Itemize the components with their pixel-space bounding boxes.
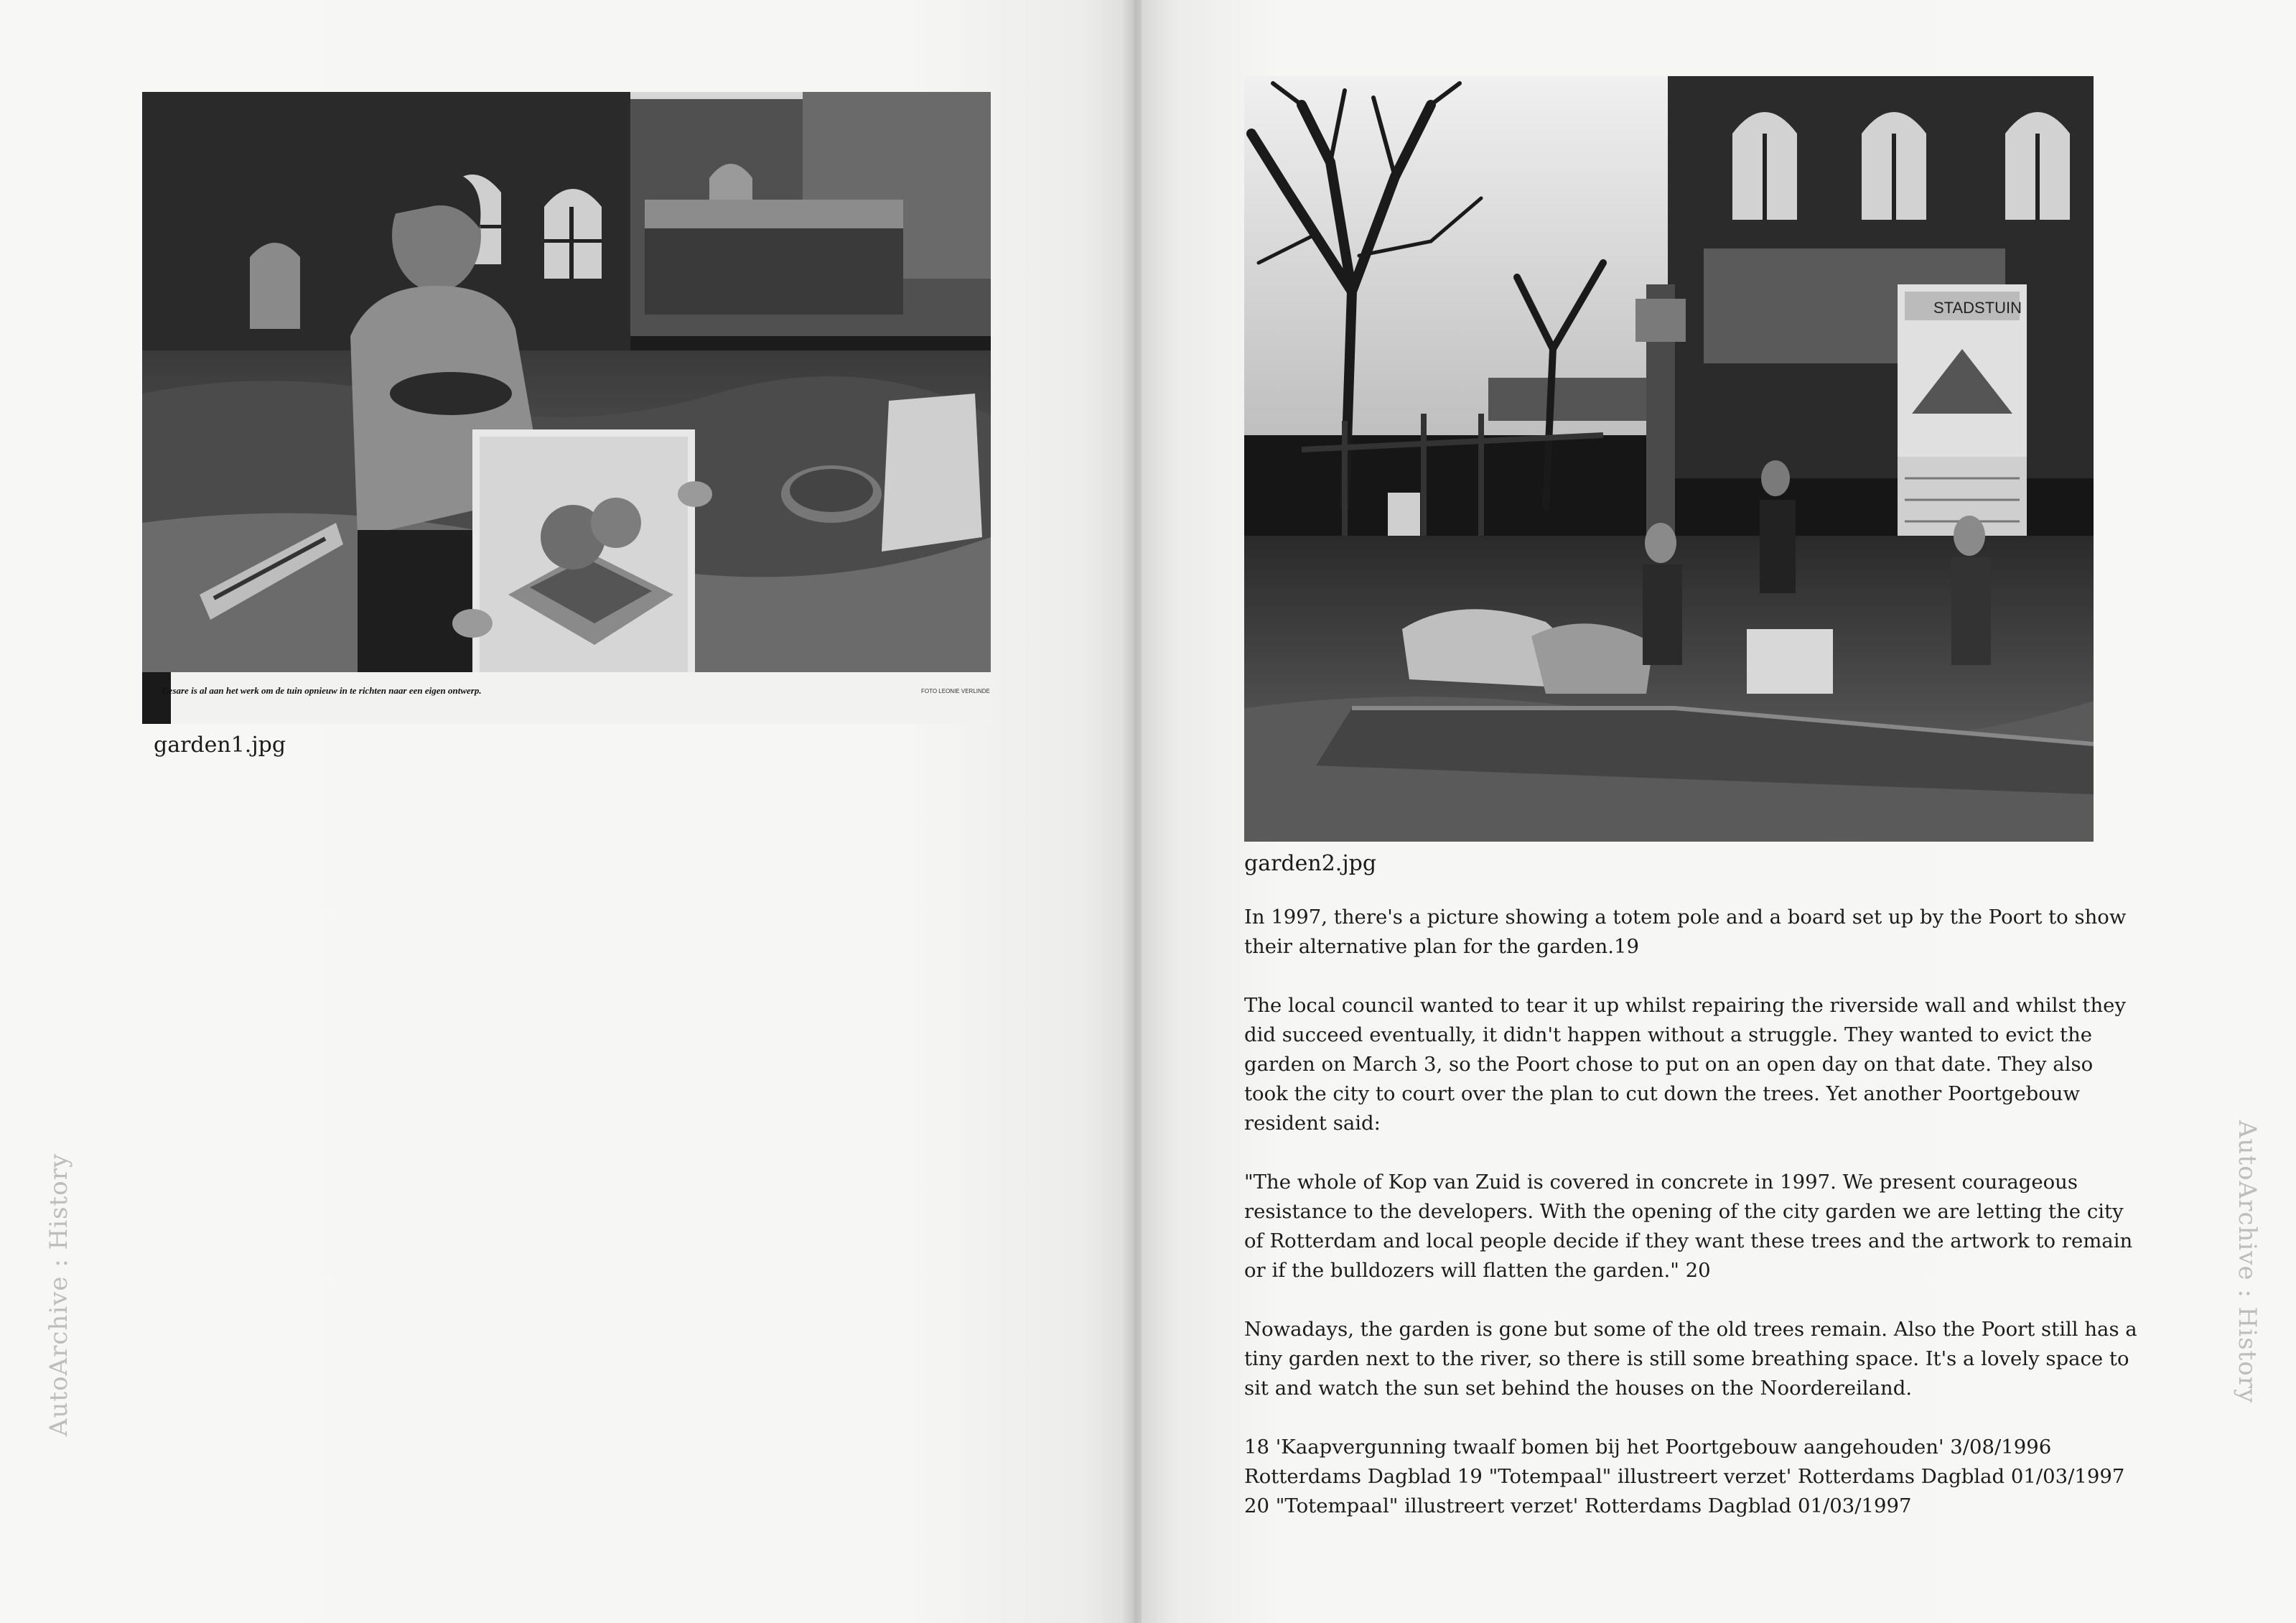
garden1-illustration: [142, 92, 991, 724]
paragraph-1: In 1997, there's a picture showing a totem pole and a board set up by the Poort to show their alternative plan for the garden.19: [1244, 906, 2127, 958]
garden1-filename: garden1.jpg: [154, 733, 286, 758]
paragraph-3: "The whole of Kop van Zuid is covered in concrete in 1997. We present courageous resistance to the developers. With the opening of the city garden we are letting the city of Rotterdam and local people decide if they want these trees and the artwork to remain or if the bulldozers will flatten the garden." 20: [1244, 1171, 2133, 1282]
left-side-label: AutoArchive : History: [45, 1153, 73, 1436]
garden1-photo: [142, 92, 991, 724]
left-page: [0, 0, 1131, 1623]
garden1-newspaper-caption: Cesare is al aan het werk om de tuin opnieuw in te richten naar een eigen ontwerp.: [162, 685, 482, 696]
garden1-photo-credit: FOTO LEONIE VERLINDE: [921, 688, 990, 694]
paragraph-2: The local council wanted to tear it up whilst repairing the riverside wall and whilst they did succeed eventually, it didn't happen without a struggle. They wanted to evict the garden on March 3, so the Poort chose to put on an open day on that date. They also took the city to court over the plan to cut down the trees. Yet another Poortgebouw resident said:: [1244, 994, 2126, 1135]
article-body: [1244, 903, 2142, 1521]
footnotes: 18 'Kaapvergunning twaalf bomen bij het Poortgebouw aangehouden' 3/08/1996 Rotterdams Dagblad 19 "Totempaal" illustreert verzet' Rotterdams Dagblad 01/03/1997 20 "Totempaal" illustreert verzet' Rotterdams Dagblad 01/03/1997: [1244, 1436, 2125, 1517]
garden2-illustration: [1244, 76, 2094, 842]
garden2-photo: [1244, 76, 2094, 842]
right-side-label: AutoArchive : History: [2233, 1120, 2262, 1404]
garden2-filename: garden2.jpg: [1244, 851, 1377, 876]
sign-label: STADSTUIN: [1933, 299, 2022, 317]
paragraph-4: Nowadays, the garden is gone but some of the old trees remain. Also the Poort still has a tiny garden next to the river, so there is still some breathing space. It's a lovely space to sit and watch the sun set behind the houses on the Noordereiland.: [1244, 1318, 2137, 1400]
